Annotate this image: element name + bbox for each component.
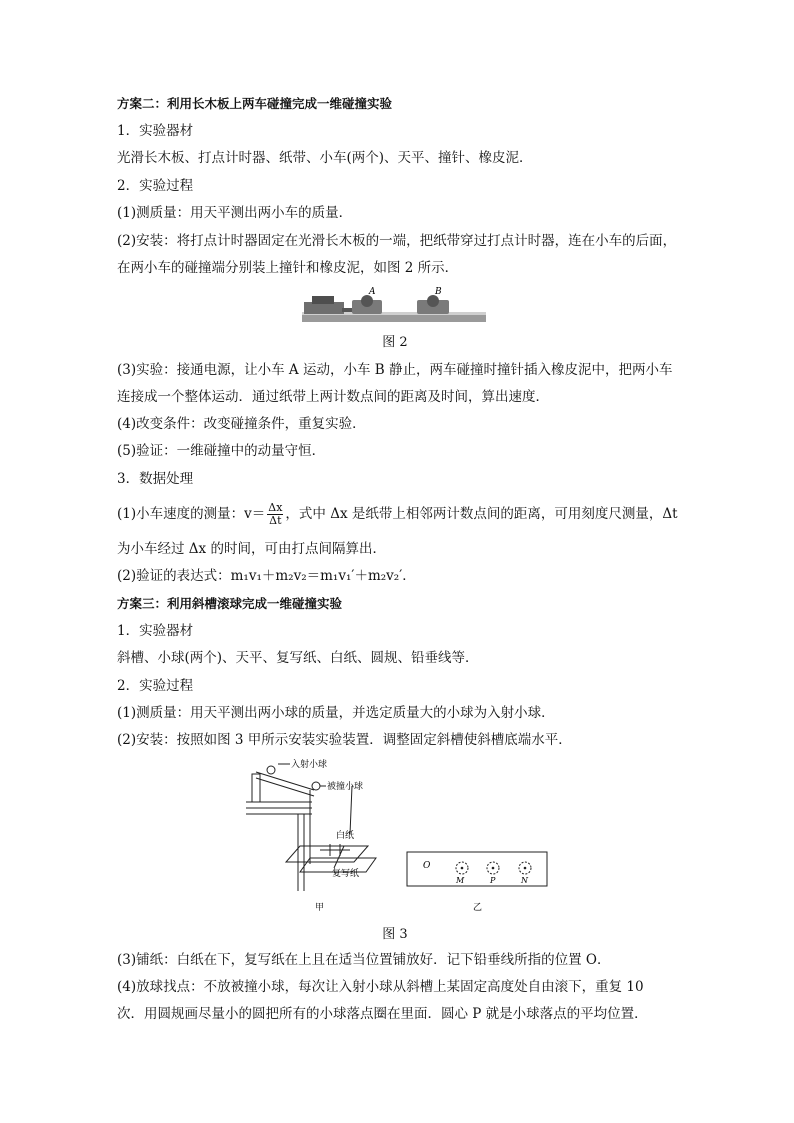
scheme2-data-item1 [117,502,678,527]
velocity-fraction [267,502,283,527]
fig3-landing-points-panel [407,852,547,886]
scheme2-process-heading: 2．实验过程 [117,178,194,194]
scheme2-step1: (1)测质量：用天平测出两小车的质量． [117,205,353,221]
fig3-sub-label-a: 甲 [315,903,325,913]
fig2-label-a: A [369,287,376,297]
fig3-point-m: M [456,876,465,885]
fig3-point-p: P [490,876,496,885]
scheme3-process-heading: 2．实验过程 [117,678,194,694]
scheme2-step5: (5)验证：一维碰撞中的动量守恒． [117,443,326,459]
scheme2-materials-text: 光滑长木板、打点计时器、纸带、小车(两个)、天平、撞针、橡皮泥． [117,150,533,166]
velocity-formula-suffix: ，式中 Δx 是纸带上相邻两计数点间的距离，可用刻度尺测量，Δt [285,506,678,522]
scheme2-data-heading: 3．数据处理 [117,471,194,487]
scheme3-step4-line1: (4)放球找点：不放被撞小球，每次让入射小球从斜槽上某固定高度处自由滚下，重复 10 [117,979,644,995]
figure-3-apparatus [240,756,560,918]
figure-3-caption: 图 3 [382,927,408,942]
scheme2-step2-line2: 在两小车的碰撞端分别装上撞针和橡皮泥，如图 2 所示． [117,260,459,276]
scheme3-materials-text: 斜槽、小球(两个)、天平、复写纸、白纸、圆规、铅垂线等． [117,650,479,666]
scheme2-materials-heading: 1．实验器材 [117,123,194,139]
fig3-point-o: O [423,861,431,871]
scheme2-step4: (4)改变条件：改变碰撞条件，重复实验． [117,416,366,432]
velocity-formula-prefix: (1)小车速度的测量：v＝ [117,506,266,522]
fig3-label-target-ball: 被撞小球 [327,782,364,792]
scheme3-step3: (3)铺纸：白纸在下，复写纸在上且在适当位置铺放好．记下铅垂线所指的位置 O． [117,952,611,968]
fig3-label-white-paper: 白纸 [336,831,355,841]
scheme3-title: 方案三：利用斜槽滚球完成一维碰撞实验 [117,596,343,611]
scheme2-step3-line2: 连接成一个整体运动．通过纸带上两计数点间的距离及时间，算出速度． [117,389,549,405]
scheme2-data-item1-cont: 为小车经过 Δx 的时间，可由打点间隔算出． [117,541,386,557]
fig3-label-carbon-paper: 复写纸 [332,869,360,879]
scheme2-data-item2: (2)验证的表达式：m₁v₁＋m₂v₂＝m₁v₁′＋m₂v₂′． [117,568,416,584]
fraction-denominator: Δt [269,514,282,527]
scheme2-title: 方案二：利用长木板上两车碰撞完成一维碰撞实验 [117,96,393,111]
fig3-sub-label-b: 乙 [473,903,483,913]
fraction-numerator: Δx [268,501,283,514]
scheme3-step1: (1)测质量：用天平测出两小球的质量，并选定质量大的小球为入射小球． [117,705,555,721]
fig3-point-n: N [521,876,528,885]
scheme3-materials-heading: 1．实验器材 [117,623,194,639]
figure-2-caption: 图 2 [382,335,408,350]
scheme2-step2-line1: (2)安装：将打点计时器固定在光滑长木板的一端，把纸带穿过打点计时器，连在小车的后面， [117,233,677,249]
figure-2-carts [302,284,486,326]
scheme3-step4-line2: 次．用圆规画尽量小的圆把所有的小球落点圈在里面．圆心 P 就是小球落点的平均位置． [117,1006,648,1022]
scheme2-step3-line1: (3)实验：接通电源，让小车 A 运动，小车 B 静止，两车碰撞时撞针插入橡皮泥中，把两小车 [117,362,673,378]
fig3-label-incident-ball: 入射小球 [291,760,328,770]
fig2-label-b: B [435,287,442,297]
scheme3-step2: (2)安装：按照如图 3 甲所示安装实验装置．调整固定斜槽使斜槽底端水平． [117,732,572,748]
